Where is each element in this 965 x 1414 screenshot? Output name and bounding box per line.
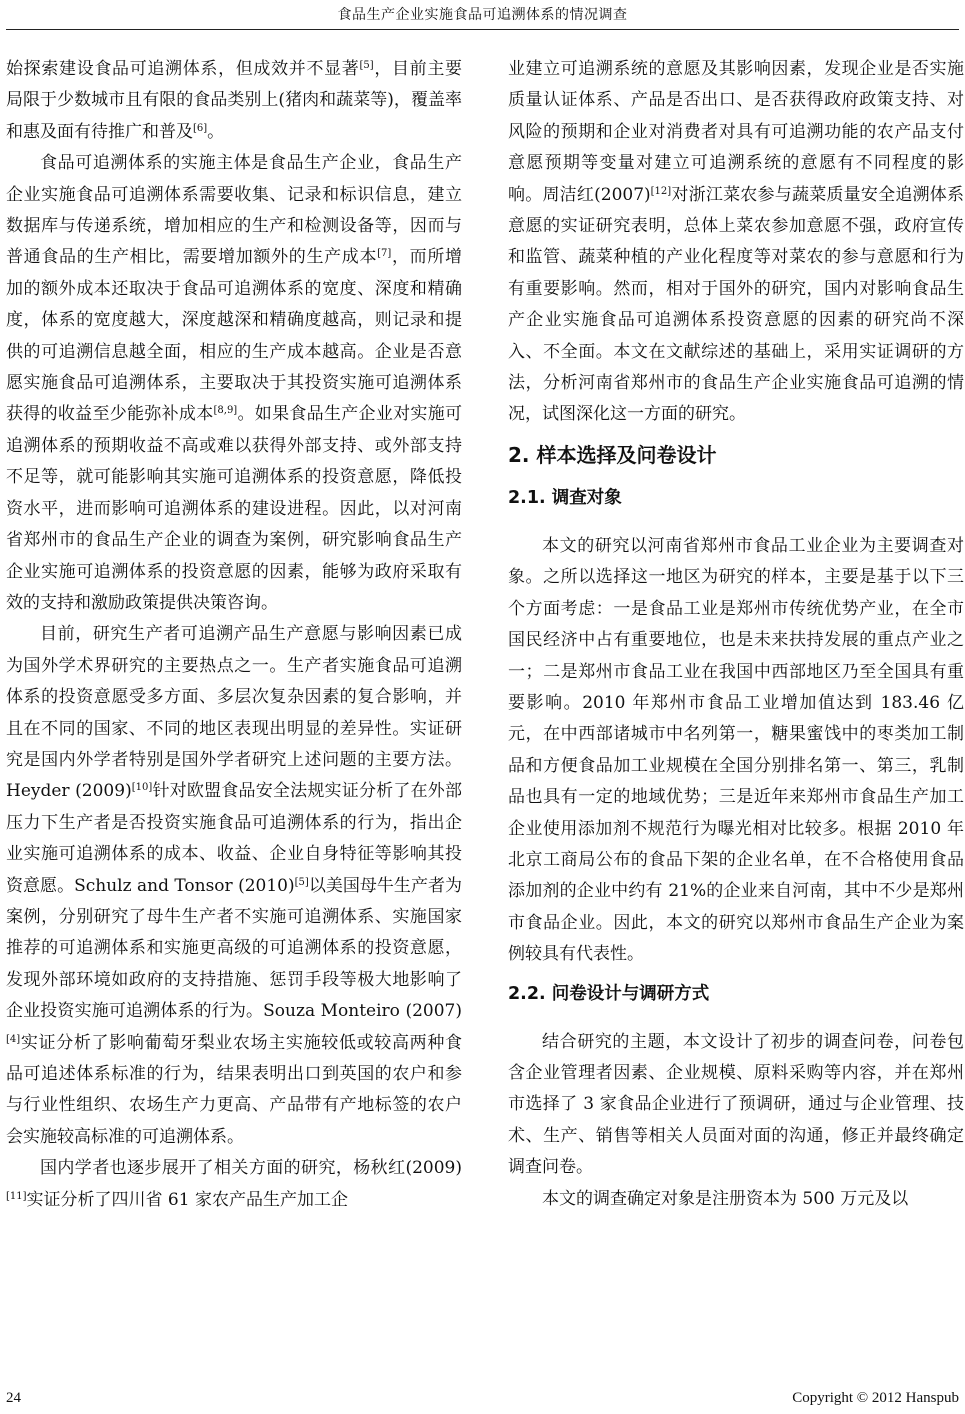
citation: [4] xyxy=(6,1033,21,1045)
paragraph xyxy=(6,619,462,1153)
paragraph: 本文的研究以河南省郑州市食品工业企业为主要调查对象。之所以选择这一地区为研究的样本，主要是基于以下三个方面考虑：一是食品工业是郑州市传统优势产业，在全市国民经济中占有重要地位，也是未来扶持发展的重点产业之一；二是郑州市食品工业在我国中西部地区乃至全国具有重要影响。2010 年郑州市食品工业增加值达到 183.46 亿元，在中西部诸城市中名列第一，糖果蜜饯中的枣类加工制品和方便食品加工业规模在全国分别排名第一、第三，乳制品也具有一定的地域优势；三是近年来郑州市食品生产加工企业使用添加剂不规范行为曝光相对比较多。根据 2010 年北京工商局公布的食品下架的企业名单，在不合格使用食品添加剂的企业中约有 21%的企业来自河南，其中不少是郑州市食品企业。因此，本文的研究以郑州市食品生产企业为案例较具有代表性。 xyxy=(508,535,964,965)
paragraph-text: 始探索建设食品可追溯体系，但成效并不显著 xyxy=(6,59,360,79)
running-header: 食品生产企业实施食品可追溯体系的情况调查 xyxy=(337,7,628,23)
header-rule xyxy=(6,29,959,30)
paragraph-text: 。如果食品生产企业对实施可追溯体系的预期收益不高或难以获得外部支持、或外部支持不足等，就可能影响其实施可追溯体系的投资意愿，降低投资水平，进而影响可追溯体系的建设进程。因此，以对河南省郑州市的食品生产企业的调查为案例，研究影响食品生产企业实施可追溯体系的投资意愿的因素，能够为政府采取有效的支持和激励政策提供决策咨询。 xyxy=(6,404,463,613)
citation: [12] xyxy=(650,185,672,197)
paragraph-text: 实证分析了四川省 61 家农产品生产加工企 xyxy=(26,1189,348,1210)
citation: [10] xyxy=(131,782,153,794)
paragraph-text: 对浙江菜农参与蔬菜质量安全追溯体系意愿的实证研究表明，总体上菜农参加意愿不强，政府宣传和监管、蔬菜种植的产业化程度等对菜农的参与意愿和行为有重要影响。然而，相对于国外的研究，国内对影响食品生产企业实施食品可追溯体系投资意愿的因素的研究尚不深入、不全面。本文在文献综述的基础上，采用实证调研的方法，分析河南省郑州市的食品生产企业实施食品可追溯的情况，试图深化这一方面的研究。 xyxy=(508,184,965,425)
paragraph-text: 食品可追溯体系的实施主体是食品生产企业，食品生产企业实施食品可追溯体系需要收集、记录和标识信息，建立数据库与传递系统，增加相应的生产和检测设备等，因而与普通食品的生产相比，需要增加额外的生产成本 xyxy=(6,153,462,268)
page-number: 24 xyxy=(6,1390,21,1406)
paragraph-text: 。 xyxy=(207,121,225,142)
subsection-heading: 2.1. 调查对象 xyxy=(508,487,622,508)
paragraph xyxy=(6,1153,462,1216)
left-column xyxy=(6,54,462,1216)
paragraph: 结合研究的主题，本文设计了初步的调查问卷，问卷包含企业管理者因素、企业规模、原料采购等内容，并在郑州市选择了 3 家食品企业进行了预调研，通过与企业管理、技术、生产、销售等相关人员面对面的沟通，修正并最终确定调查问卷。 xyxy=(508,1031,964,1178)
paragraph: 本文的调查确定对象是注册资本为 500 万元及以 xyxy=(542,1188,909,1209)
paragraph-text: 业建立可追溯系统的意愿及其影响因素，发现企业是否实施质量认证体系、产品是否出口、是否获得政府政策支持、对风险的预期和企业对消费者对具有可追溯功能的农产品支付意愿预期等变量对建立可追溯系统的意愿有不同程度的影响。周洁红(2007) xyxy=(508,59,964,205)
paragraph xyxy=(6,54,462,148)
citation: [5] xyxy=(359,60,374,71)
paragraph-text: ，目前主要局限于少数城市且有限的食品类别上(猪肉和蔬菜等)，覆盖率和惠及面有待推广和普及 xyxy=(6,59,463,142)
paragraph xyxy=(6,148,462,619)
paragraph-text: 实证分析了影响葡萄牙梨业农场主实施较低或较高两种食品可追述体系标准的行为，结果表明出口到英国的农户和参与行业性组织、农场生产力更高、产品带有产地标签的农户会实施较高标准的可追溯体系。 xyxy=(6,1032,462,1147)
citation: [7] xyxy=(377,248,392,260)
paragraph-text: 目前，研究生产者可追溯产品生产意愿与影响因素已成为国外学术界研究的主要热点之一。生产者实施食品可追溯体系的投资意愿受多方面、多层次复杂因素的复合影响，并且在不同的国家、不同的地区表现出明显的差异性。实证研究是国内外学者特别是国外学者研究上述问题的主要方法。Heyder (2009) xyxy=(6,624,462,802)
paragraph xyxy=(508,54,964,431)
citation: [6] xyxy=(193,122,208,134)
right-column xyxy=(508,54,964,1215)
paragraph-text: 国内学者也逐步展开了相关方面的研究，杨秋红(2009) xyxy=(40,1158,462,1179)
citation: [8,9] xyxy=(213,405,238,417)
citation: [5] xyxy=(294,876,309,888)
subsection-heading: 2.2. 问卷设计与调研方式 xyxy=(508,983,710,1004)
section-heading: 2. 样本选择及问卷设计 xyxy=(508,442,717,467)
copyright-notice: Copyright © 2012 Hanspub xyxy=(792,1390,959,1406)
paragraph-text: ，而所增加的额外成本还取决于食品可追溯体系的宽度、深度和精确度，体系的宽度越大，深度越深和精确度越高，则记录和提供的可追溯信息越全面，相应的生产成本越高。企业是否意愿实施食品可追溯体系，主要取决于其投资实施可追溯体系获得的收益至少能弥补成本 xyxy=(6,247,463,425)
paragraph-text: 以美国母牛生产者为案例，分别研究了母牛生产者不实施可追溯体系、实施国家推荐的可追溯体系和实施更高级的可追溯体系的投资意愿，发现外部环境如政府的支持措施、惩罚手段等极大地影响了企业投资实施可追溯体系的行为。Souza Monteiro (2007) xyxy=(6,875,463,1022)
paragraph-text: 针对欧盟食品安全法规实证分析了在外部压力下生产者是否投资实施食品可追溯体系的行为，指出企业实施可追溯体系的成本、收益、企业自身特征等影响其投资意愿。Schulz and Tonsor (2010) xyxy=(6,781,462,896)
citation: [11] xyxy=(6,1190,27,1202)
